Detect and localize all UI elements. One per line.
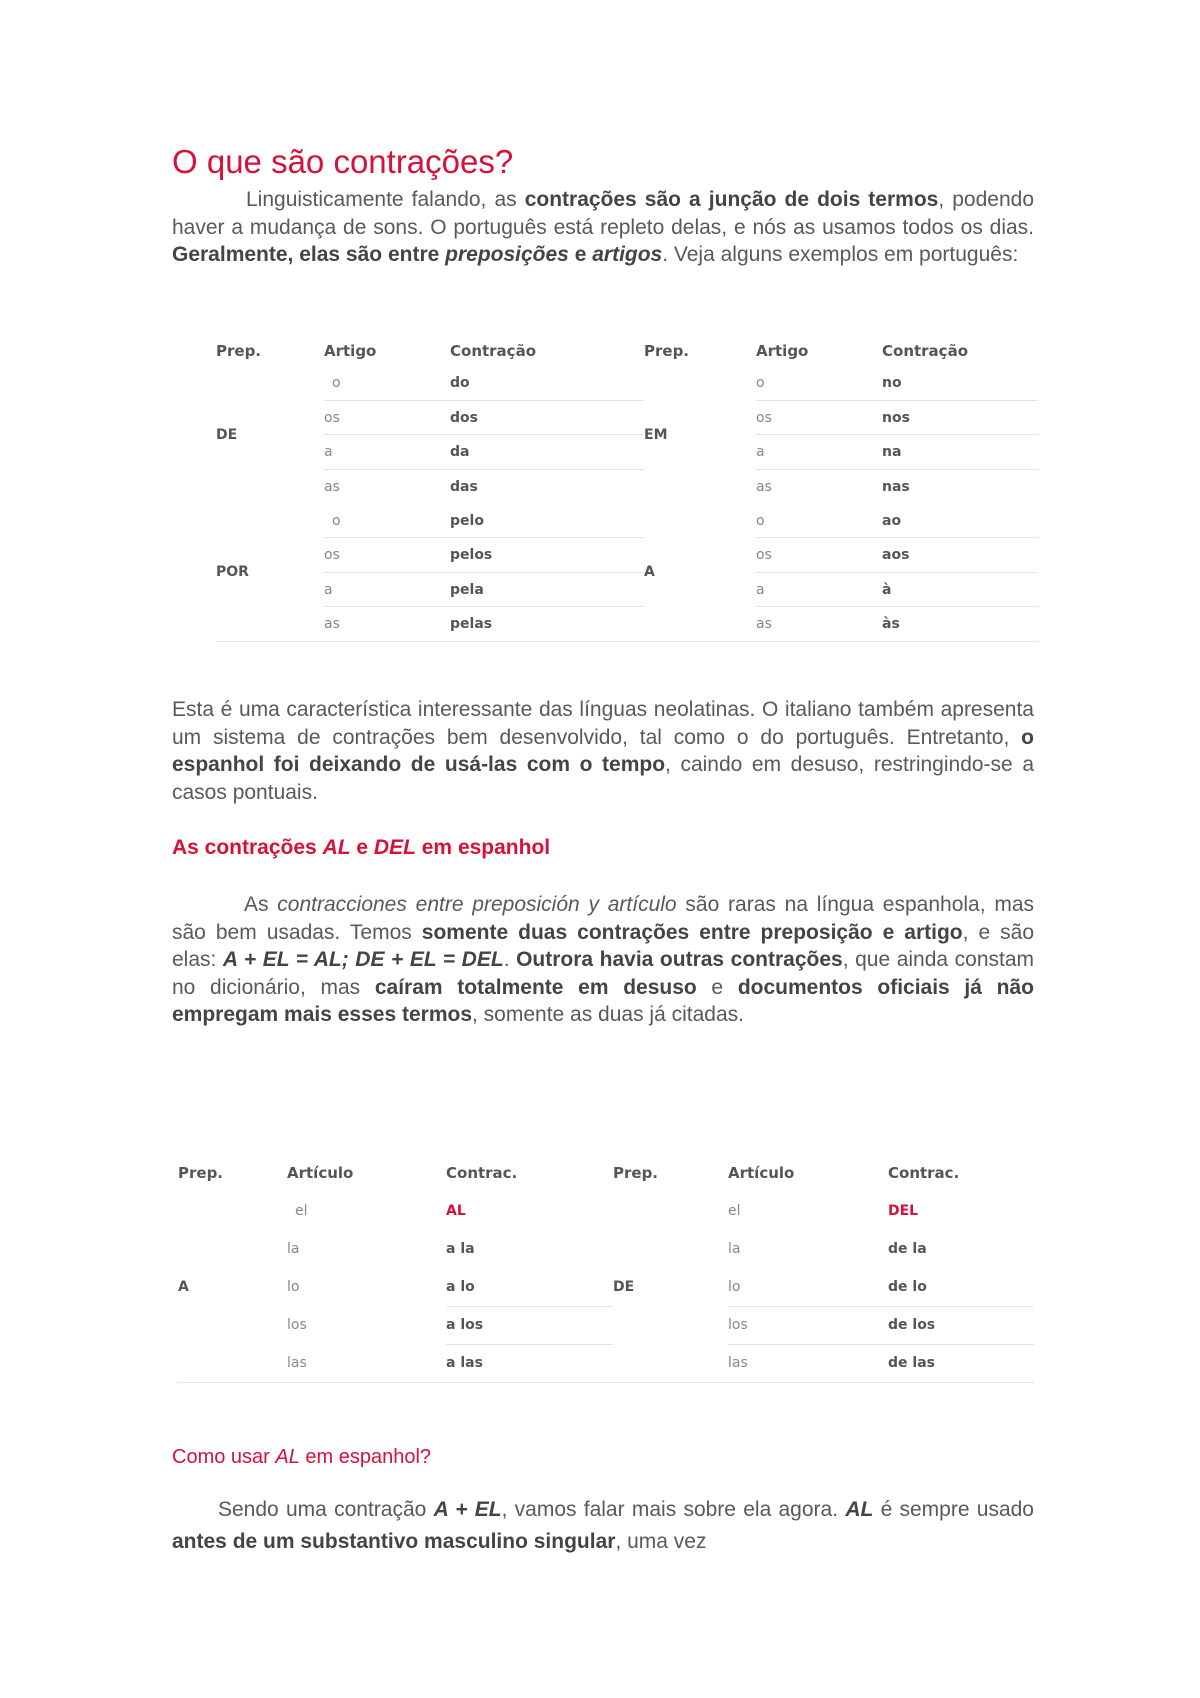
article-cell: os [324, 538, 450, 572]
header-prep: Prep. [644, 342, 689, 360]
table-row [216, 607, 1038, 641]
table-row [178, 1192, 1034, 1230]
contraction-cell: à [882, 572, 1038, 606]
contraction-cell: nos [882, 400, 1038, 434]
article-cell: el [295, 1203, 308, 1219]
header-articulo: Artículo [728, 1164, 795, 1182]
article-cell: os [324, 400, 450, 434]
contraction-cell: a los [446, 1306, 613, 1344]
header-contracao: Contração [450, 342, 537, 360]
article-cell: el [728, 1203, 741, 1219]
article-cell: la [287, 1241, 300, 1257]
article-cell: as [756, 607, 882, 641]
header-prep: Prep. [178, 1164, 223, 1182]
contraction-cell: pela [450, 572, 644, 606]
section-heading-como-usar-al: Como usar AL em espanhol? [172, 1446, 432, 1468]
article-cell: las [287, 1344, 446, 1382]
table-row [216, 469, 1038, 503]
contraction-cell: DEL [888, 1203, 919, 1219]
article-cell: o [324, 366, 450, 400]
header-contrac: Contrac. [446, 1164, 518, 1182]
table-header-row [216, 336, 1038, 366]
header-articulo: Artículo [287, 1164, 354, 1182]
header-artigo: Artigo [324, 342, 377, 360]
contraction-cell: das [450, 478, 478, 495]
header-prep: Prep. [216, 342, 261, 360]
article-cell: o [324, 504, 450, 538]
contraction-cell: a lo [446, 1268, 613, 1306]
table-row [178, 1268, 1034, 1306]
spanish-contractions-paragraph: As contracciones entre preposición y artículo são raras na língua espanhola, mas são bem usadas. Temos somente duas contrações entre preposição e artigo, e são elas: A + EL = AL; DE + EL = DEL. Outrora havia outras contrações, que ainda constam no dicionário, mas caíram totalmente em desuso e documentos oficiais já não empregam mais esses termos, somente as duas já citadas. [172, 893, 1035, 1026]
article-cell: la [728, 1241, 741, 1257]
table-row [178, 1344, 1034, 1382]
contraction-cell: a la [446, 1241, 475, 1257]
contraction-cell: no [882, 366, 1038, 400]
contraction-cell: pelas [450, 607, 644, 641]
article-cell: las [728, 1344, 888, 1382]
contraction-cell: ao [882, 504, 1038, 538]
table-row [216, 400, 1038, 434]
article-cell: a [756, 572, 882, 606]
contraction-cell: de lo [888, 1268, 1034, 1306]
article-cell: as [756, 478, 772, 495]
header-contracao: Contração [882, 342, 969, 360]
contraction-cell: nas [882, 478, 910, 495]
article-cell: a [756, 435, 882, 469]
article-cell: a [324, 435, 450, 469]
prep-cell: A [644, 504, 756, 642]
prep-cell: DE [613, 1192, 728, 1382]
contraction-cell: pelos [450, 538, 644, 572]
contraction-cell: às [882, 607, 1038, 641]
prep-cell: DE [216, 426, 238, 443]
contraction-cell: na [882, 435, 1038, 469]
contraction-cell: da [450, 435, 644, 469]
article-cell: los [287, 1317, 307, 1333]
article-cell: lo [287, 1279, 300, 1295]
prep-cell: A [178, 1192, 287, 1382]
spanish-contractions-table [178, 1154, 1034, 1383]
table-row [178, 1230, 1034, 1268]
prep-cell: POR [216, 504, 324, 642]
contraction-cell: de los [888, 1306, 1034, 1344]
header-prep: Prep. [613, 1164, 658, 1182]
table-row [216, 572, 1038, 606]
table-header-row [178, 1154, 1034, 1192]
article-cell: os [756, 538, 882, 572]
intro-paragraph: Linguisticamente falando, as contrações são a junção de dois termos, podendo haver a mudança de sons. O português está repleto delas, e nós as usamos todos os dias. Geralmente, elas são entre preposições e artigos. Veja alguns exemplos em português: [172, 188, 1034, 266]
article-cell: los [728, 1306, 888, 1344]
article-cell: lo [728, 1268, 888, 1306]
article-cell: a [324, 572, 450, 606]
al-usage-paragraph: Sendo uma contração A + EL, vamos falar mais sobre ela agora. AL é sempre usado antes de um substantivo masculino singular, uma vez [172, 1498, 1034, 1553]
header-contrac: Contrac. [888, 1164, 960, 1182]
contraction-cell: dos [450, 400, 644, 434]
portuguese-contractions-table [216, 336, 1038, 642]
contraction-cell: AL [446, 1203, 466, 1219]
contraction-cell: do [450, 366, 644, 400]
table-row [216, 366, 1038, 400]
contraction-cell: a las [446, 1344, 613, 1382]
article-cell: o [756, 366, 882, 400]
article-cell: o [756, 504, 882, 538]
contraction-cell: aos [882, 538, 1038, 572]
contraction-cell: pelo [450, 504, 644, 538]
section-heading-al-del: As contrações AL e DEL em espanhol [172, 836, 551, 859]
neolatin-paragraph: Esta é uma característica interessante das línguas neolatinas. O italiano também apresenta um sistema de contrações bem desenvolvido, tal como o do português. Entretanto, o espanhol foi deixando de usá-las com o tempo, caindo em desuso, restringindo-se a casos pontuais. [172, 698, 1034, 804]
article-cell: os [756, 400, 882, 434]
page-title: O que são contrações? [172, 143, 514, 180]
article-cell: as [324, 478, 340, 495]
table-row [216, 538, 1038, 572]
article-cell: as [324, 607, 450, 641]
contraction-cell: de la [888, 1241, 927, 1257]
header-artigo: Artigo [756, 342, 809, 360]
table-row [216, 504, 1038, 538]
table-row [216, 435, 1038, 469]
contraction-cell: de las [888, 1344, 1034, 1382]
prep-cell: EM [644, 426, 668, 443]
table-row [178, 1306, 1034, 1344]
